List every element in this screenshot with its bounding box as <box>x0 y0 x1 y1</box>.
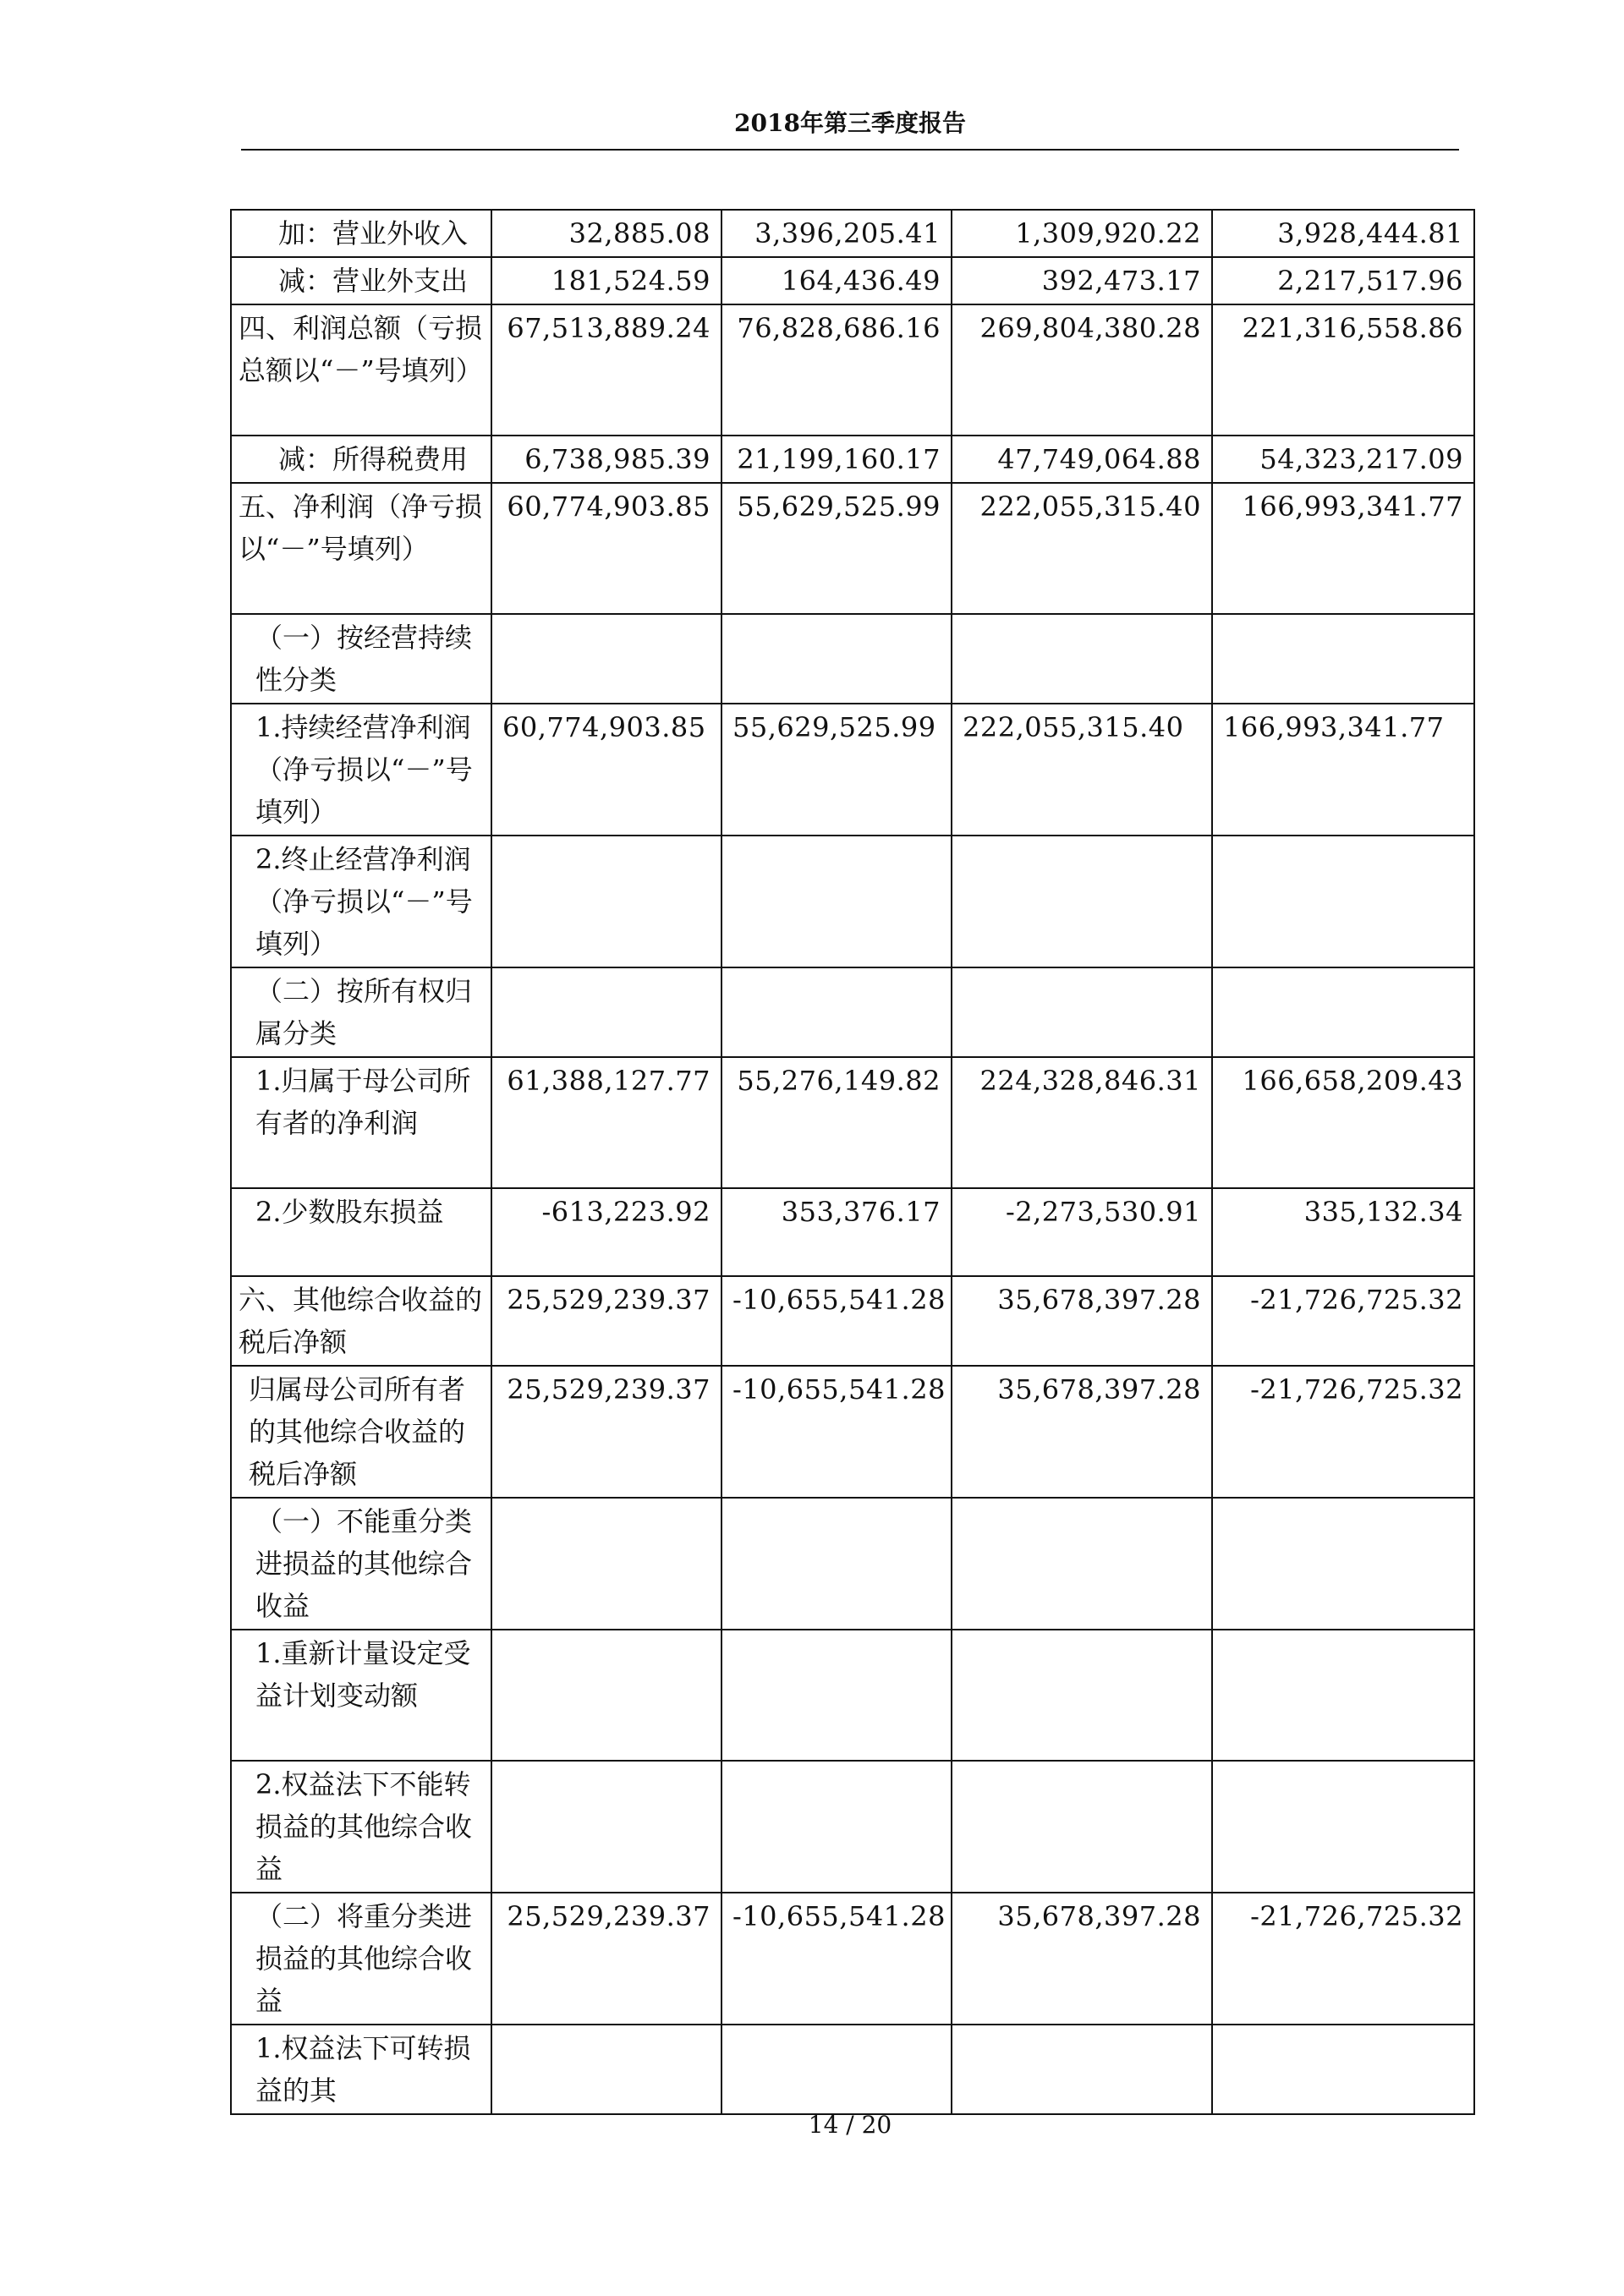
row-label: 归属母公司所有者的其他综合收益的税后净额 <box>231 1366 491 1498</box>
value-cell: 353,376.17 <box>721 1188 952 1276</box>
value-cell: 222,055,315.40 <box>952 704 1212 836</box>
value-cell <box>952 614 1212 704</box>
row-label: 减：营业外支出 <box>231 257 491 304</box>
value-cell: 55,629,525.99 <box>721 704 952 836</box>
value-cell: 166,993,341.77 <box>1212 704 1474 836</box>
value-cell <box>952 2025 1212 2114</box>
value-cell: 47,749,064.88 <box>952 436 1212 483</box>
value-cell: 35,678,397.28 <box>952 1893 1212 2025</box>
value-cell <box>721 2025 952 2114</box>
table-row <box>231 967 1474 1057</box>
page-number: 14 / 20 <box>808 2111 892 2139</box>
value-cell: 67,513,889.24 <box>491 304 721 436</box>
value-cell <box>721 1761 952 1893</box>
value-cell: 1,309,920.22 <box>952 210 1212 257</box>
value-cell: 32,885.08 <box>491 210 721 257</box>
table-row <box>231 1761 1474 1893</box>
value-cell: 6,738,985.39 <box>491 436 721 483</box>
value-cell <box>721 836 952 967</box>
table-row <box>231 210 1474 257</box>
value-cell: 55,276,149.82 <box>721 1057 952 1188</box>
page-header-title: 2018年第三季度报告 <box>734 109 966 137</box>
income-statement-table <box>230 209 1475 2115</box>
row-label: 2.少数股东损益 <box>231 1188 491 1276</box>
row-label: （二）将重分类进损益的其他综合收益 <box>231 1893 491 2025</box>
value-cell: 224,328,846.31 <box>952 1057 1212 1188</box>
table-row <box>231 1893 1474 2025</box>
value-cell: 55,629,525.99 <box>721 483 952 614</box>
value-cell <box>952 1630 1212 1761</box>
row-label: 2.权益法下不能转损益的其他综合收益 <box>231 1761 491 1893</box>
row-label: （一）不能重分类进损益的其他综合收益 <box>231 1498 491 1630</box>
row-label: 1.权益法下可转损益的其 <box>231 2025 491 2114</box>
value-cell: 35,678,397.28 <box>952 1366 1212 1498</box>
value-cell <box>1212 1498 1474 1630</box>
table-row <box>231 483 1474 614</box>
value-cell <box>721 1630 952 1761</box>
value-cell <box>952 1498 1212 1630</box>
value-cell: -10,655,541.28 <box>721 1276 952 1366</box>
table-row <box>231 1630 1474 1761</box>
table-row <box>231 436 1474 483</box>
row-label: 五、净利润（净亏损以“－”号填列） <box>231 483 491 614</box>
value-cell <box>491 1761 721 1893</box>
value-cell: 3,928,444.81 <box>1212 210 1474 257</box>
value-cell: 392,473.17 <box>952 257 1212 304</box>
row-label: 1.重新计量设定受益计划变动额 <box>231 1630 491 1761</box>
value-cell: 221,316,558.86 <box>1212 304 1474 436</box>
row-label: 六、其他综合收益的税后净额 <box>231 1276 491 1366</box>
value-cell <box>721 1498 952 1630</box>
value-cell: 166,658,209.43 <box>1212 1057 1474 1188</box>
value-cell <box>491 1498 721 1630</box>
value-cell: 164,436.49 <box>721 257 952 304</box>
value-cell <box>1212 614 1474 704</box>
value-cell <box>1212 1761 1474 1893</box>
value-cell <box>1212 1630 1474 1761</box>
table-row <box>231 1366 1474 1498</box>
value-cell: 60,774,903.85 <box>491 483 721 614</box>
row-label: 四、利润总额（亏损总额以“－”号填列） <box>231 304 491 436</box>
value-cell: 21,199,160.17 <box>721 436 952 483</box>
value-cell: -21,726,725.32 <box>1212 1366 1474 1498</box>
table-row <box>231 1057 1474 1188</box>
value-cell: -10,655,541.28 <box>721 1366 952 1498</box>
value-cell: -21,726,725.32 <box>1212 1276 1474 1366</box>
value-cell: -2,273,530.91 <box>952 1188 1212 1276</box>
row-label: （一）按经营持续性分类 <box>231 614 491 704</box>
value-cell: 25,529,239.37 <box>491 1276 721 1366</box>
value-cell <box>721 614 952 704</box>
value-cell <box>1212 967 1474 1057</box>
value-cell: 3,396,205.41 <box>721 210 952 257</box>
value-cell: 335,132.34 <box>1212 1188 1474 1276</box>
table-row <box>231 257 1474 304</box>
value-cell: 61,388,127.77 <box>491 1057 721 1188</box>
value-cell: -613,223.92 <box>491 1188 721 1276</box>
row-label: 1.归属于母公司所有者的净利润 <box>231 1057 491 1188</box>
value-cell <box>952 1761 1212 1893</box>
value-cell <box>491 967 721 1057</box>
table-row <box>231 704 1474 836</box>
value-cell: 166,993,341.77 <box>1212 483 1474 614</box>
value-cell <box>952 836 1212 967</box>
table-row <box>231 1188 1474 1276</box>
value-cell: 2,217,517.96 <box>1212 257 1474 304</box>
value-cell <box>1212 2025 1474 2114</box>
value-cell: 35,678,397.28 <box>952 1276 1212 1366</box>
value-cell: 25,529,239.37 <box>491 1366 721 1498</box>
table-row <box>231 1276 1474 1366</box>
value-cell: 54,323,217.09 <box>1212 436 1474 483</box>
value-cell: 60,774,903.85 <box>491 704 721 836</box>
table-row <box>231 2025 1474 2114</box>
value-cell: -21,726,725.32 <box>1212 1893 1474 2025</box>
row-label: 1.持续经营净利润（净亏损以“－”号填列） <box>231 704 491 836</box>
value-cell <box>1212 836 1474 967</box>
value-cell: 181,524.59 <box>491 257 721 304</box>
table-row <box>231 614 1474 704</box>
value-cell: 269,804,380.28 <box>952 304 1212 436</box>
value-cell <box>491 614 721 704</box>
table-row <box>231 836 1474 967</box>
row-label: （二）按所有权归属分类 <box>231 967 491 1057</box>
value-cell <box>491 1630 721 1761</box>
row-label: 加：营业外收入 <box>231 210 491 257</box>
value-cell: 76,828,686.16 <box>721 304 952 436</box>
value-cell: 222,055,315.40 <box>952 483 1212 614</box>
table-row <box>231 304 1474 436</box>
row-label: 减：所得税费用 <box>231 436 491 483</box>
value-cell <box>721 967 952 1057</box>
row-label: 2.终止经营净利润（净亏损以“－”号填列） <box>231 836 491 967</box>
value-cell <box>491 836 721 967</box>
value-cell <box>952 967 1212 1057</box>
table-row <box>231 1498 1474 1630</box>
value-cell: 25,529,239.37 <box>491 1893 721 2025</box>
value-cell <box>491 2025 721 2114</box>
header-divider <box>241 149 1459 151</box>
value-cell: -10,655,541.28 <box>721 1893 952 2025</box>
